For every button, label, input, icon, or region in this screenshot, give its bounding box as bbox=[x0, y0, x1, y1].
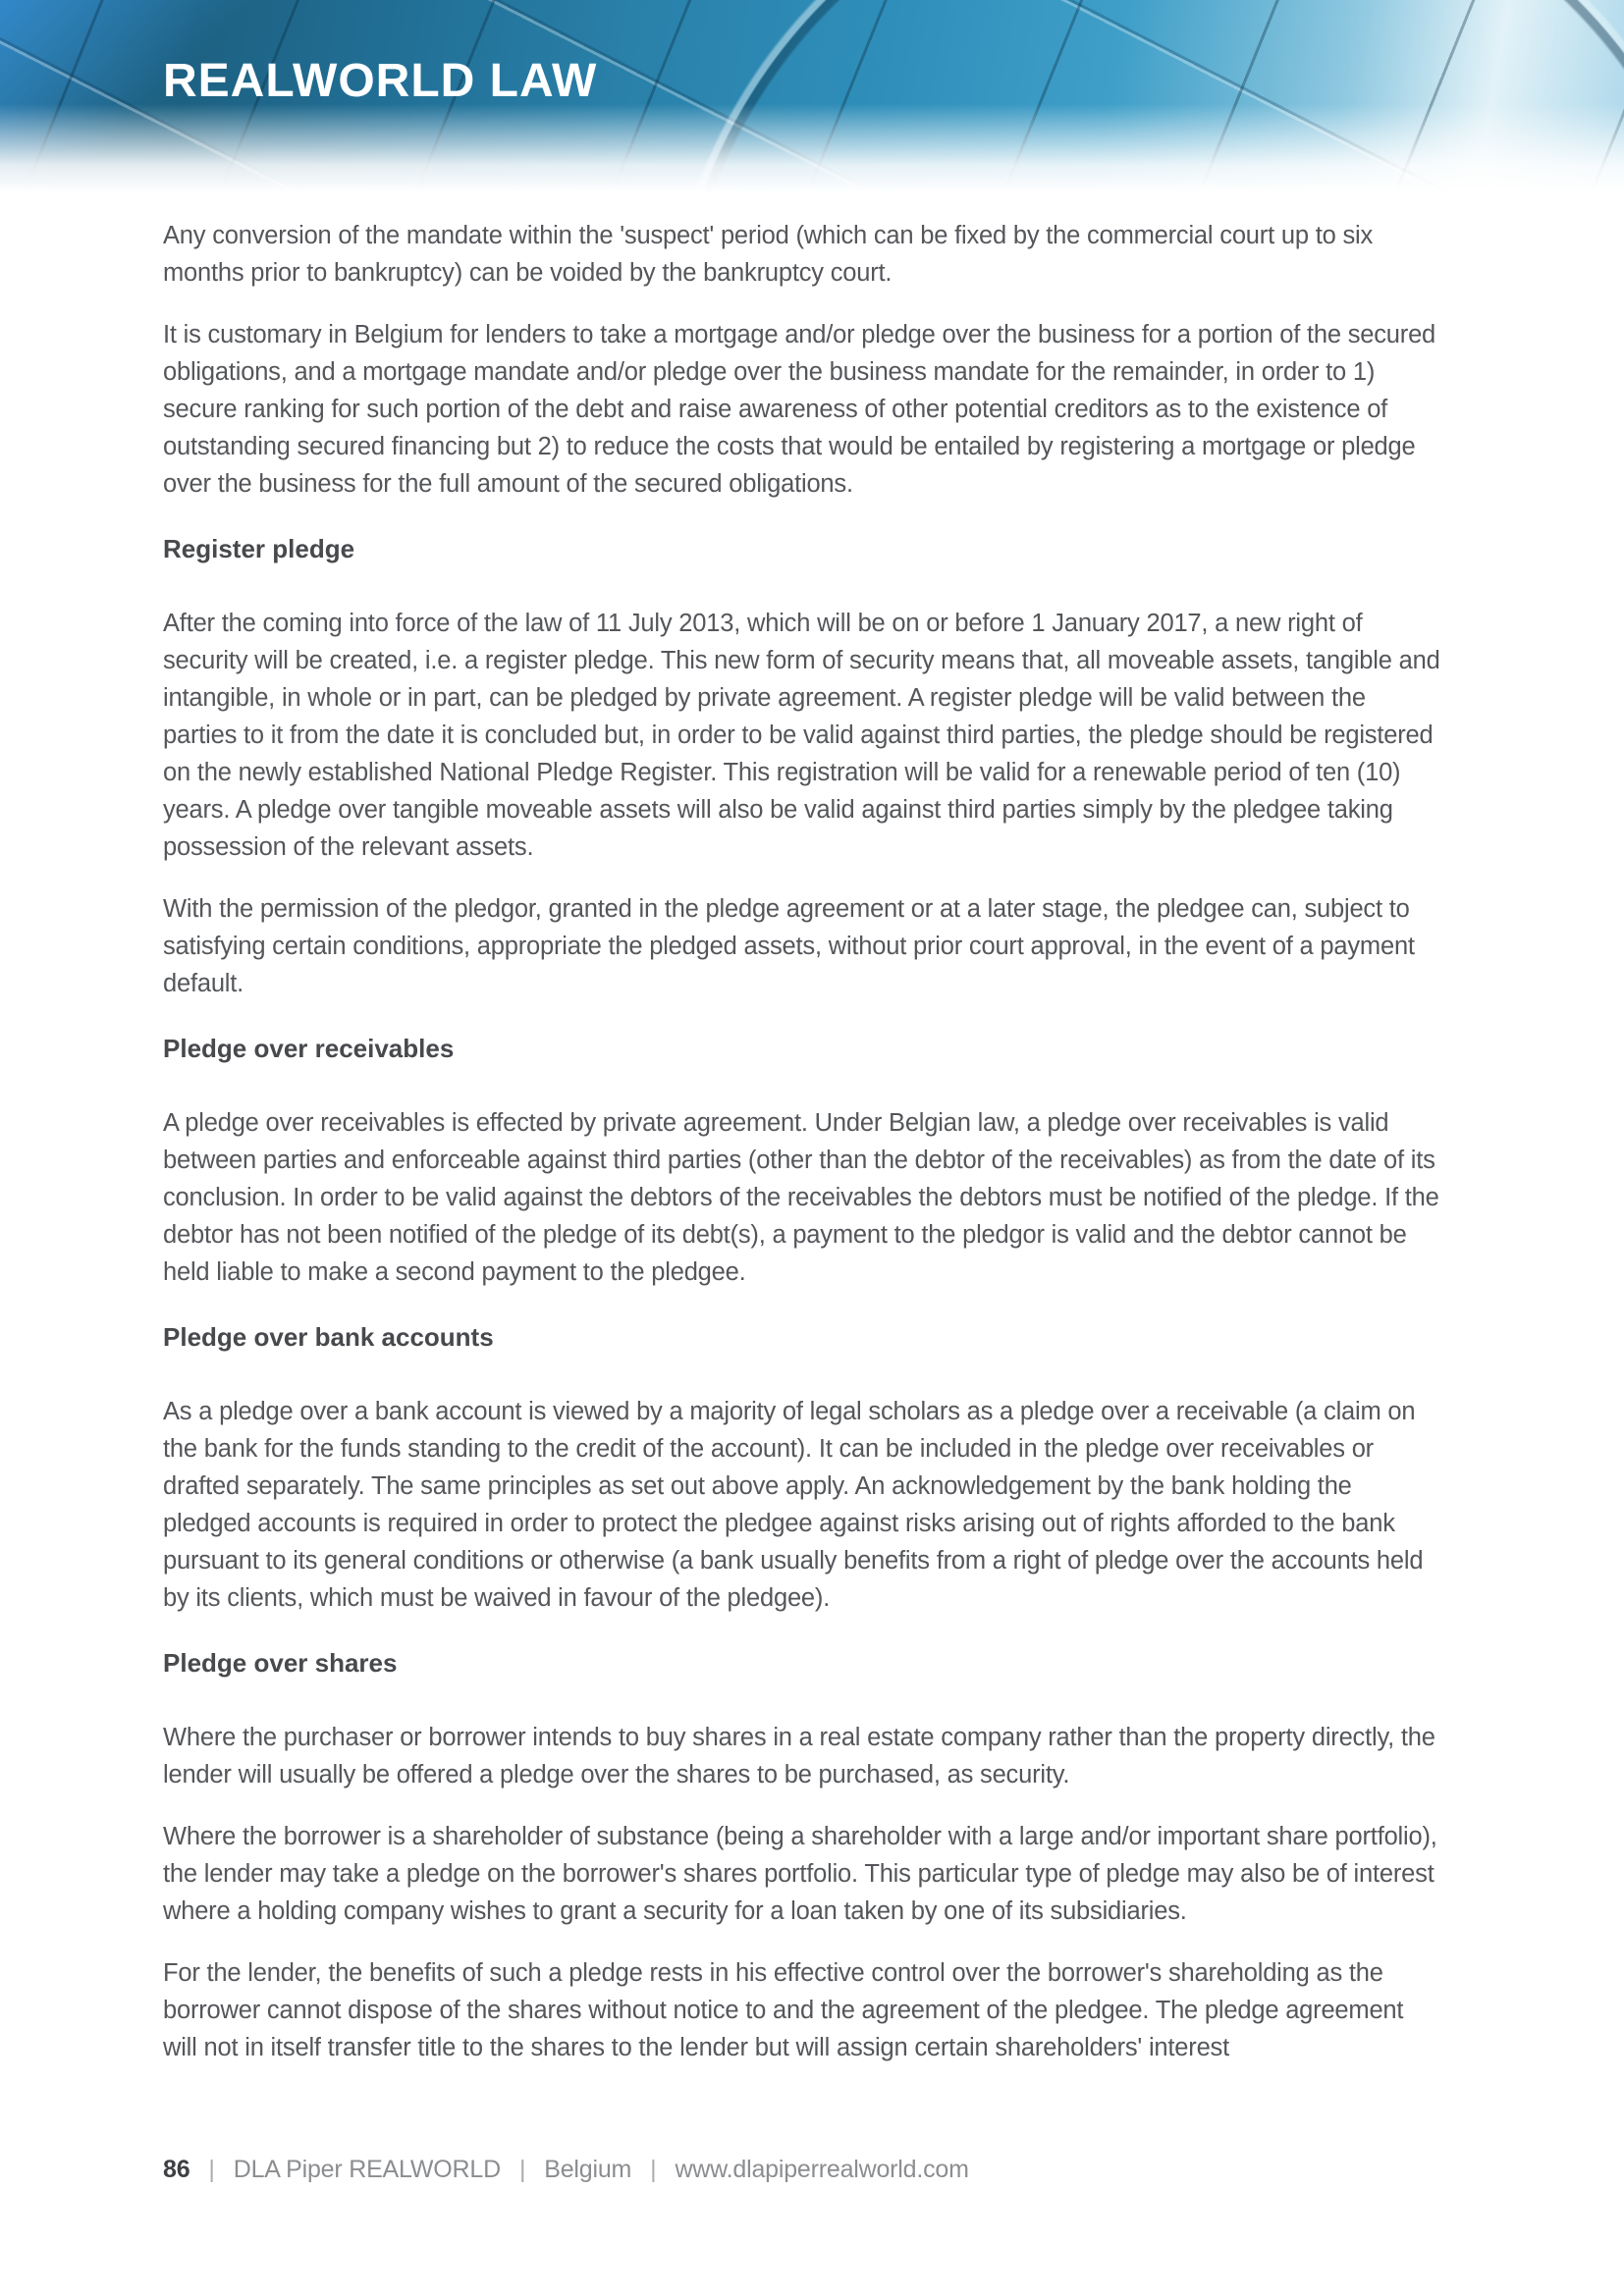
footer-url: www.dlapiperrealworld.com bbox=[675, 2156, 969, 2183]
page-title: REALWORLD LAW bbox=[163, 55, 598, 107]
section-heading-pledge-over-receivables: Pledge over receivables bbox=[163, 1034, 455, 1063]
body-paragraph: As a pledge over a bank account is viewed by a majority of legal scholars as a pledge over a receivable (a claim on the bank for the funds standing to the credit of the account). It can be included in the pledge over receivables or drafted separately. The same principles as set out above apply. An acknowledgement by the bank holding the pledged accounts is required in order to protect the pledgee against risks arising out of rights afforded to the bank pursuant to its general conditions or otherwise (a bank usually benefits from a right of pledge over the accounts held by its clients, which must be waived in favour of the pledgee). bbox=[163, 1398, 1424, 1612]
page-number: 86 bbox=[163, 2156, 190, 2183]
body-paragraph: It is customary in Belgium for lenders to take a mortgage and/or pledge over the business for a portion of the secured obligations, and a mortgage mandate and/or pledge over the business mandate for the remainder, in order to 1) secure ranking for such portion of the debt and raise awareness of other potential creditors as to the existence of outstanding secured financing but 2) to reduce the costs that would be entailed by registering a mortgage or pledge over the business for the full amount of the secured obligations. bbox=[163, 321, 1436, 498]
body-paragraph: A pledge over receivables is effected by private agreement. Under Belgian law, a pledge over receivables is valid between parties and enforceable against third parties (other than the debtor of the receivables) as from the date of its conclusion. In order to be valid against the debtors of the receivables the debtors must be notified of the pledge. If the debtor has not been notified of the pledge of its debt(s), a payment to the pledgor is valid and the debtor cannot be held liable to make a second payment to the pledgee. bbox=[163, 1109, 1439, 1286]
footer-country: Belgium bbox=[544, 2156, 632, 2183]
footer-separator: | bbox=[208, 2156, 215, 2183]
section-heading-register-pledge: Register pledge bbox=[163, 534, 355, 563]
page-footer bbox=[163, 2156, 969, 2184]
footer-separator: | bbox=[650, 2156, 657, 2183]
page-header-banner bbox=[0, 0, 1624, 192]
section-heading-pledge-over-shares: Pledge over shares bbox=[163, 1648, 398, 1678]
body-paragraph: Any conversion of the mandate within the 'suspect' period (which can be fixed by the commercial court up to six months prior to bankruptcy) can be voided by the bankruptcy court. bbox=[163, 222, 1374, 287]
footer-separator: | bbox=[518, 2156, 526, 2183]
body-paragraph: Where the purchaser or borrower intends to buy shares in a real estate company rather than the property directly, the lender will usually be offered a pledge over the shares to be purchased, as security. bbox=[163, 1724, 1435, 1789]
footer-brand: DLA Piper REALWORLD bbox=[233, 2156, 501, 2183]
body-paragraph: Where the borrower is a shareholder of substance (being a shareholder with a large and/or important share portfolio), the lender may take a pledge on the borrower's shares portfolio. This particular type of pledge may also be of interest where a holding company wishes to grant a security for a loan taken by one of its subsidiaries. bbox=[163, 1823, 1437, 1925]
section-heading-pledge-over-bank-accounts: Pledge over bank accounts bbox=[163, 1322, 494, 1352]
body-paragraph: With the permission of the pledgor, granted in the pledge agreement or at a later stage, the pledgee can, subject to satisfying certain conditions, appropriate the pledged assets, without prior court approval, in the event of a payment default. bbox=[163, 895, 1415, 997]
body-paragraph: For the lender, the benefits of such a pledge rests in his effective control over the borrower's shareholding as the borrower cannot dispose of the shares without notice to and the agreement of the pledgee. The pledge agreement will not in itself transfer title to the shares to the lender but will assign certain shareholders' interest bbox=[163, 1959, 1404, 2061]
article-body bbox=[163, 217, 1443, 2091]
body-paragraph: After the coming into force of the law of 11 July 2013, which will be on or before 1 January 2017, a new right of security will be created, i.e. a register pledge. This new form of security means that, all moveable assets, tangible and intangible, in whole or in part, can be pledged by private agreement. A register pledge will be valid between the parties to it from the date it is concluded but, in order to be valid against third parties, the pledge should be registered on the newly established National Pledge Register. This registration will be valid for a renewable period of ten (10) years. A pledge over tangible moveable assets will also be valid against third parties simply by the pledgee taking possession of the relevant assets. bbox=[163, 610, 1440, 861]
